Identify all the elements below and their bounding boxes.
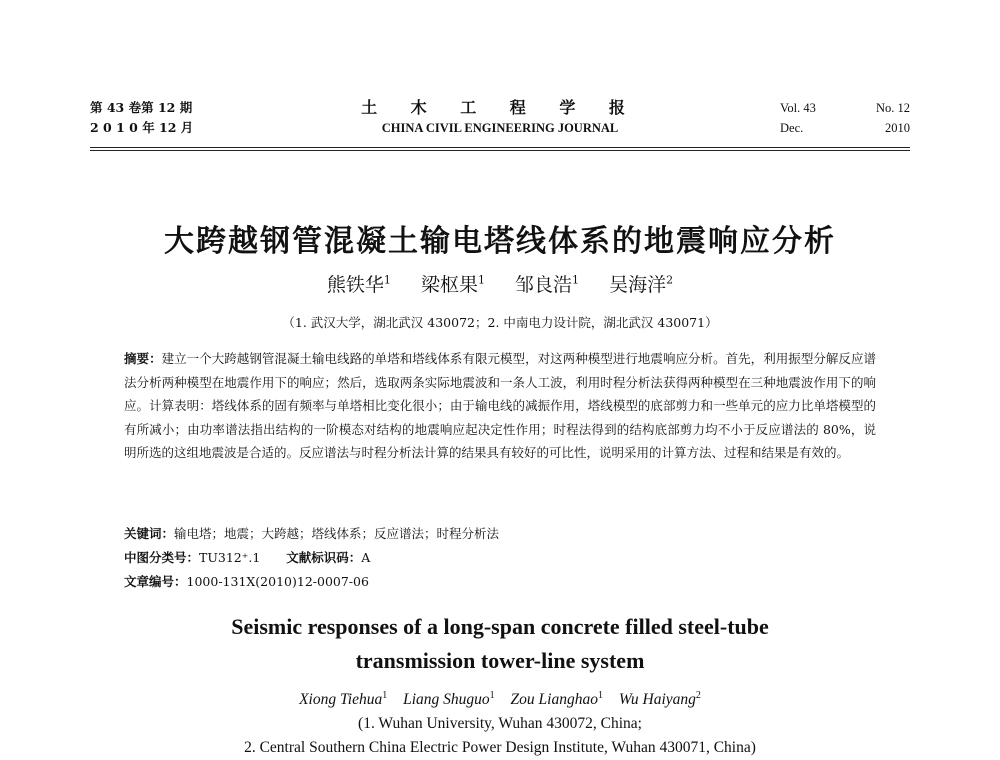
author-name: 吴海洋 — [609, 274, 667, 296]
journal-name-en: CHINA CIVIL ENGINEERING JOURNAL — [381, 121, 619, 135]
paper-title-cn: 大跨越钢管混凝土输电塔线体系的地震响应分析 — [164, 224, 836, 259]
author-affil-mark: 1 — [489, 690, 495, 701]
author-en — [619, 691, 701, 708]
doc-code-text: A — [361, 550, 371, 565]
abstract-cn — [124, 347, 876, 465]
clc-text: TU312⁺.1 — [199, 550, 261, 565]
classification — [124, 548, 876, 568]
authors-cn — [0, 270, 1000, 297]
author-cn — [421, 274, 485, 296]
author-name: Wu Haiyang — [618, 691, 696, 709]
vol-issue-cn: 第 43 卷第 12 期 — [90, 100, 193, 115]
author-affil-mark: 2 — [666, 273, 674, 287]
author-cn — [327, 274, 391, 296]
author-name: Liang Shuguo — [403, 691, 490, 709]
affiliation-cn: （1. 武汉大学，湖北武汉 430072；2. 中南电力设计院，湖北武汉 430071） — [282, 315, 718, 330]
author-affil-mark: 1 — [383, 273, 391, 287]
journal-name-cn: 土 木 工 程 学 报 — [361, 98, 639, 117]
paper-title-en — [0, 610, 1000, 678]
keywords-text: 输电塔；地震；大跨越；塔线体系；反应谱法；时程分析法 — [174, 526, 500, 541]
author-affil-mark: 1 — [597, 690, 603, 701]
authors-en — [0, 690, 1000, 709]
author-affil-mark: 1 — [477, 273, 485, 287]
author-name: Zou Lianghao — [510, 691, 598, 709]
date-cn: 2 0 1 0 年 12 月 — [90, 120, 194, 135]
doc-code-label: 文献标识码： — [286, 550, 362, 565]
article-number — [124, 572, 876, 592]
title-en-line1: Seismic responses of a long-span concrete filled steel-tube — [231, 614, 769, 639]
journal-header — [90, 98, 910, 142]
header-right — [780, 98, 910, 138]
volume: Vol. 43 — [780, 101, 816, 115]
author-name: 邹良浩 — [515, 274, 573, 296]
header-rule-top — [90, 147, 910, 148]
clc-label: 中图分类号： — [124, 550, 200, 565]
author-name: 梁枢果 — [420, 274, 478, 296]
author-cn — [515, 274, 579, 296]
author-en — [299, 691, 387, 708]
article-no-label: 文章编号： — [124, 574, 187, 589]
author-cn — [609, 274, 673, 296]
title-en-line2: transmission tower-line system — [355, 648, 645, 673]
author-affil-mark: 1 — [572, 273, 580, 287]
keywords-label: 关键词： — [124, 526, 175, 541]
date-row — [780, 118, 910, 138]
header-rule-bottom — [90, 150, 910, 151]
issue-number: No. 12 — [875, 101, 910, 115]
author-en — [403, 691, 495, 708]
abstract-label: 摘要： — [124, 351, 162, 366]
affiliation-en — [0, 712, 1000, 760]
author-affil-mark: 2 — [695, 690, 701, 701]
year: 2010 — [885, 121, 910, 135]
affiliation-en-line2: 2. Central Southern China Electric Power Design Institute, Wuhan 430071, China) — [244, 739, 756, 756]
abstract-text: 建立一个大跨越钢管混凝土输电线路的单塔和塔线体系有限元模型，对这两种模型进行地震响应分析。首先，利用振型分解反应谱法分析两种模型在地震作用下的响应；然后，选取两条实际地震波和一条人工波，利用时程分析法获得两种模型在三种地震波作用下的响应。计算表明：塔线体系的固有频率与单塔相比变化很小；由于输电线的减振作用，塔线模型的底部剪力和一些单元的应力比单塔模型的有所减小；由功率谱法指出结构的一阶模态对结构的地震响应起决定性作用；时程法得到的结构底部剪力均不小于反应谱法的 80%，说明所选的这组地震波是合适的。反应谱法与时程分析法计算的结果具有较好的可比性，说明采用的计算方法、过程和结果是有效的。 — [124, 351, 876, 460]
keywords — [124, 524, 876, 544]
month: Dec. — [780, 121, 804, 135]
article-no-text: 1000-131X(2010)12-0007-06 — [186, 574, 369, 589]
vol-row — [780, 98, 910, 118]
author-name: 熊铁华 — [326, 274, 384, 296]
author-en — [511, 691, 603, 708]
affiliation-en-line1: (1. Wuhan University, Wuhan 430072, China; — [358, 715, 642, 732]
author-affil-mark: 1 — [382, 690, 388, 701]
author-name: Xiong Tiehua — [299, 691, 383, 709]
